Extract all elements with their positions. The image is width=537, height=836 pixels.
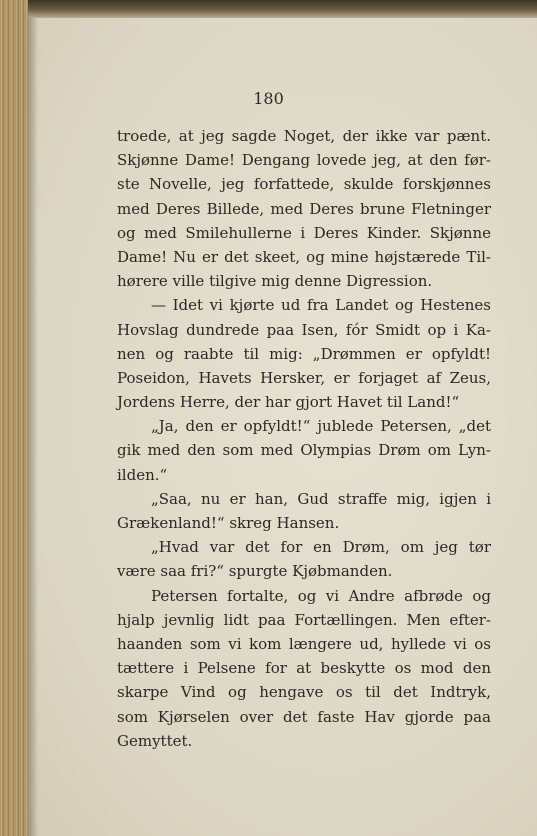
text-line: Jordens Herre, der har gjort Havet til Land!“ <box>117 393 460 412</box>
text-line: Grækenland!“ skreg Hansen. <box>117 514 340 532</box>
text-line: tættere i Pelsene for at beskytte os mod den <box>117 659 491 678</box>
text-line: Hovslag dundrede paa Isen, fór Smidt op i Ka- <box>117 320 491 339</box>
text-line: med Deres Billede, med Deres brune Fletninger <box>117 199 491 218</box>
text-line: gik med den som med Olympias Drøm om Lyn- <box>117 441 491 460</box>
text-line: hørere ville tilgive mig denne Digression. <box>117 272 433 291</box>
text-line: nen og raabte til mig: „Drømmen er opfyldt! <box>117 344 491 363</box>
text-line: og med Smilehullerne i Deres Kinder. Skjønne <box>117 223 491 242</box>
book-spine <box>0 0 28 836</box>
text-line: være saa fri?“ spurgte Kjøbmanden. <box>117 562 393 581</box>
text-line: som Kjørselen over det faste Hav gjorde paa <box>117 707 491 726</box>
text-line: hjalp jevnlig lidt paa Fortællingen. Men efter- <box>117 610 491 629</box>
text-line: troede, at jeg sagde Noget, der ikke var pænt. <box>117 127 491 145</box>
gutter-shadow <box>28 18 38 836</box>
text-line: „Ja, den er opfyldt!“ jublede Petersen, „det <box>151 417 491 436</box>
text-line: ste Novelle, jeg forfattede, skulde forskjønnes <box>117 175 491 194</box>
text-line: — Idet vi kjørte ud fra Landet og Hestenes <box>151 296 491 315</box>
body-text <box>117 124 491 753</box>
text-line: „Hvad var det for en Drøm, om jeg tør <box>151 538 491 557</box>
page-number: 180 <box>253 89 284 108</box>
text-line: haanden som vi kom længere ud, hyllede vi os <box>117 634 491 653</box>
text-line: Poseidon, Havets Hersker, er forjaget af Zeus, <box>117 368 491 387</box>
text-line: Gemyttet. <box>117 731 193 750</box>
text-line: Dame! Nu er det skeet, og mine højstærede Til- <box>117 247 491 266</box>
page-top-edge <box>0 0 537 18</box>
text-line: „Saa, nu er han, Gud straffe mig, igjen i <box>151 489 491 508</box>
text-line: ilden.“ <box>117 465 168 484</box>
text-line: Skjønne Dame! Dengang lovede jeg, at den før- <box>117 151 491 170</box>
text-line: Petersen fortalte, og vi Andre afbrøde og <box>151 586 491 605</box>
text-line: skarpe Vind og hengave os til det Indtryk, <box>117 683 491 702</box>
